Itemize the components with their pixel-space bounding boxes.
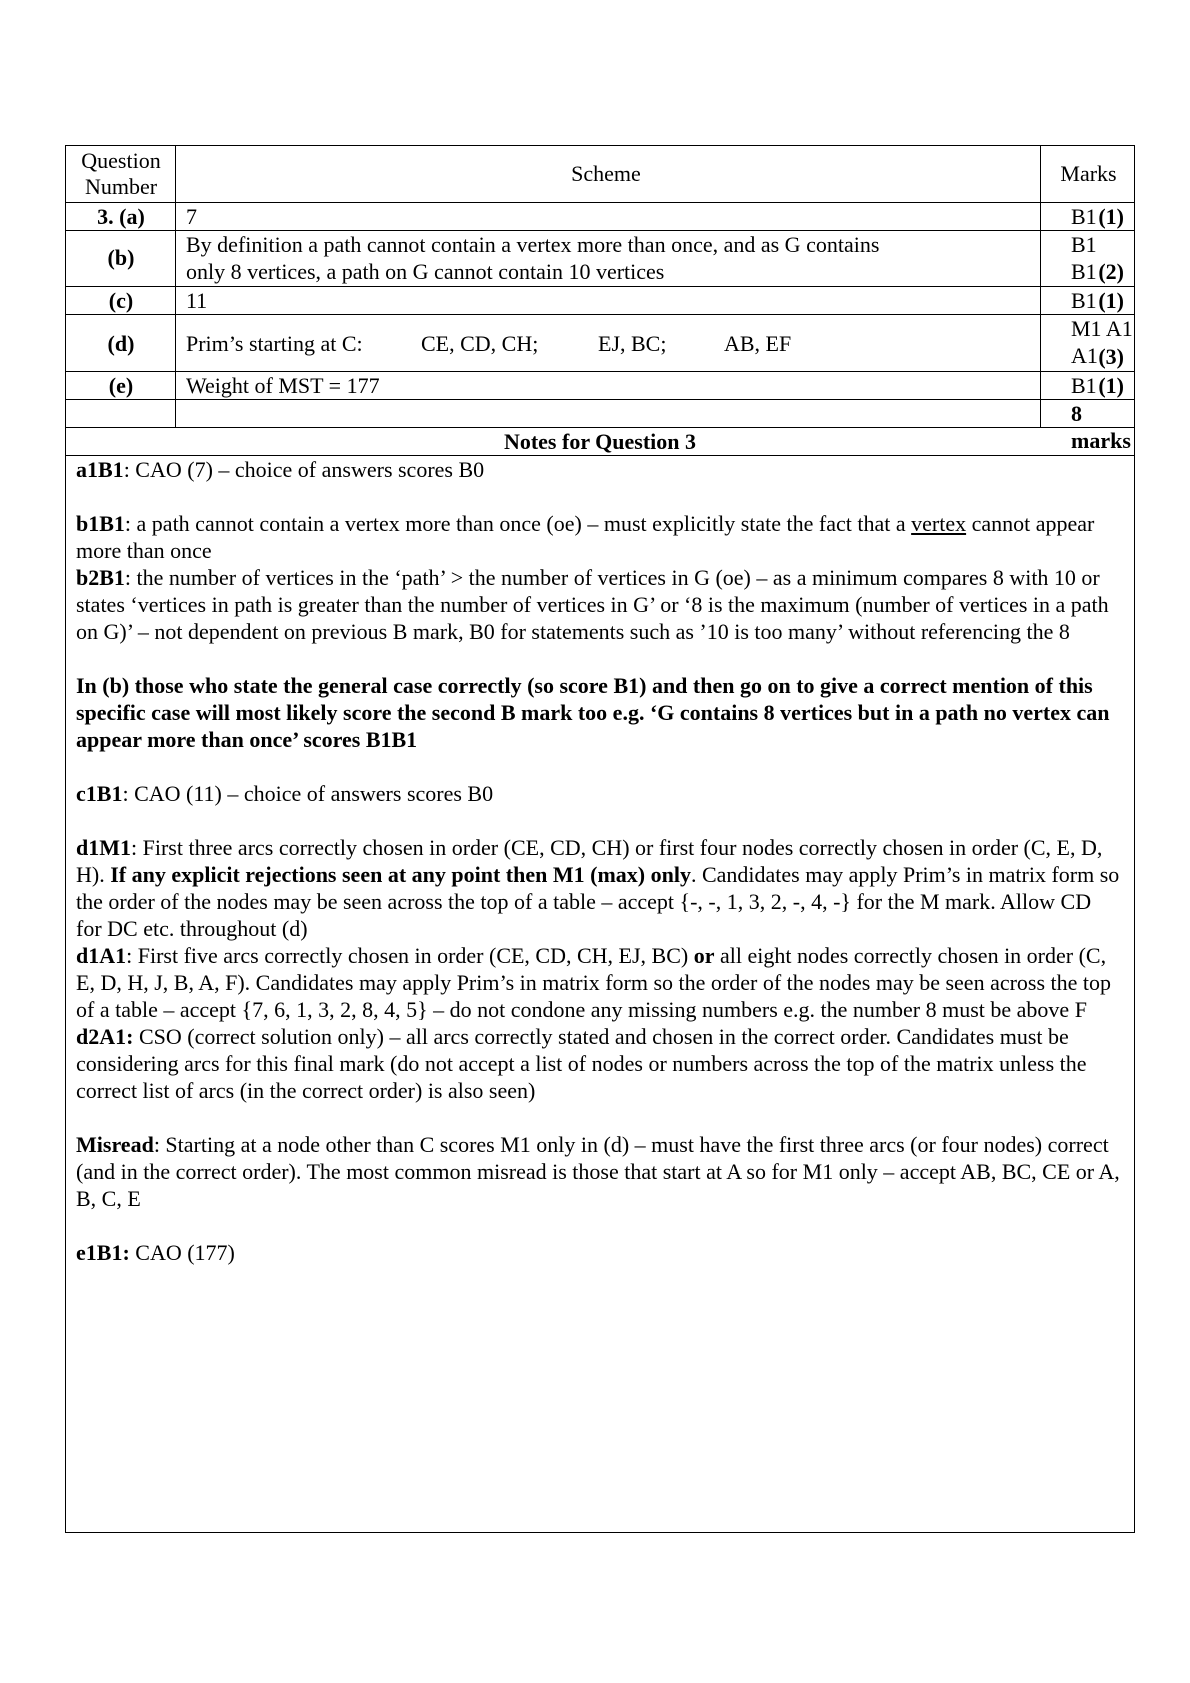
note-label: e1B1:	[76, 1240, 130, 1265]
row-3b	[66, 231, 1134, 287]
question-number: (d)	[107, 331, 135, 356]
scheme-answer: Weight of MST = 177	[186, 373, 380, 398]
note-misread	[76, 1131, 1122, 1212]
note-text: : a path cannot contain a vertex more than once (oe) – must explicitly state the fact that a	[124, 511, 912, 536]
note-label: b2B1	[76, 565, 125, 590]
question-number-header: Question Number	[81, 148, 161, 199]
notes-title: Notes for Question 3	[503, 429, 697, 454]
mark-total: (2)	[1098, 259, 1124, 284]
note-label: d2A1:	[76, 1024, 134, 1049]
note-label: d1M1	[76, 835, 131, 860]
note-c1	[76, 780, 1122, 807]
row-3a	[66, 203, 1134, 231]
mark-total: (1)	[1098, 288, 1124, 313]
scheme-prefix: Prim’s starting at C:	[186, 331, 363, 356]
note-label: d1A1	[76, 943, 127, 968]
scheme-answer: 7	[186, 204, 197, 229]
question-number: (e)	[108, 373, 134, 398]
marks-header: Marks	[1060, 161, 1117, 186]
note-text: : the number of vertices in the ‘path’ > the number of vertices in G (oe) – as a minimum compares 8 with 10 or states ‘vertices in path is greater than the number of vertices in G’ or ‘8 is the maximum (number of vertices in a path on G)’ – not dependent on previous B mark, B0 for statements such as ’10 is too many’ without referencing the 8	[76, 565, 1109, 644]
arc-group-3: AB, EF	[724, 331, 792, 356]
question-number: 3. (a)	[97, 204, 145, 229]
mark-code: B1	[1071, 204, 1097, 229]
mark-code: B1	[1071, 259, 1097, 284]
mark-code: M1 A1 A1	[1071, 316, 1133, 368]
note-text: : First three arcs correctly chosen in order (CE, CD, CH) or first four nodes correctly chosen in order (C, E, D, H).	[76, 835, 1103, 887]
note-d1m1	[76, 834, 1122, 942]
note-underlined: vertex	[911, 511, 967, 536]
note-text: : First five arcs correctly chosen in order (CE, CD, CH, EJ, BC)	[126, 943, 694, 968]
note-b1	[76, 510, 1122, 564]
mark-code: B1	[1071, 232, 1097, 257]
note-label: a1B1	[76, 457, 124, 482]
row-3c	[66, 287, 1134, 315]
total-marks: 8 marks	[1071, 401, 1131, 453]
note-text: : CAO (7) – choice of answers scores B0	[123, 457, 485, 482]
arc-group-2: EJ, BC;	[598, 331, 667, 356]
note-d2a1	[76, 1023, 1122, 1104]
note-text: CSO (correct solution only) – all arcs correctly stated and chosen in the correct order. Candidates must be considering arcs for this final mark (do not accept a list of nodes or numbers across the top of the matrix unless the correct list of arcs (in the correct order) is also seen)	[76, 1024, 1087, 1103]
note-text: : Starting at a node other than C scores M1 only in (d) – must have the first three arcs (or four nodes) correct (and in the correct order). The most common misread is those that start at A so for M1 only – accept AB, BC, CE or A, B, C, E	[76, 1132, 1120, 1211]
arc-group-1: CE, CD, CH;	[421, 331, 539, 356]
note-b-general: In (b) those who state the general case correctly (so score B1) and then go on to give a correct mention of this specific case will most likely score the second B mark too e.g. ‘G contains 8 vertices but in a path no vertex can appear more than once’ scores B1B1	[76, 673, 1110, 752]
scheme-header: Scheme	[571, 161, 641, 186]
note-e1	[76, 1239, 1122, 1266]
row-3d	[66, 315, 1134, 372]
notes-body	[76, 456, 1122, 1266]
note-b2	[76, 564, 1122, 645]
note-label: b1B1	[76, 511, 125, 536]
scheme-line-1: By definition a path cannot contain a vertex more than once, and as G contains	[186, 232, 880, 257]
scheme-answer: 11	[186, 288, 208, 313]
row-3e	[66, 372, 1134, 400]
column-divider	[1040, 146, 1041, 428]
note-d1a1	[76, 942, 1122, 1023]
question-number: (c)	[108, 288, 134, 313]
mark-scheme-table	[65, 145, 1135, 1533]
mark-total: (1)	[1098, 373, 1124, 398]
mark-total: (1)	[1098, 204, 1124, 229]
note-label: c1B1	[76, 781, 123, 806]
note-bold: or	[693, 943, 715, 968]
note-text: all eight nodes correctly chosen in order (C, E, D, H, J, B, A, F). Candidates may apply Prim’s in matrix form so the order of the nodes may be seen across the top of a table – accept {7, 6, 1, 3, 2, 8, 4, 5} – do not condone any missing numbers e.g. the number 8 must be above F	[76, 943, 1112, 1022]
note-text: . Candidates may apply Prim’s in matrix form so the order of the nodes may be seen across the top of a table – accept {-, -, 1, 3, 2, -, 4, -} for the M mark. Allow CD for DC etc. throughout (d)	[76, 862, 1120, 941]
note-a1	[76, 456, 1122, 483]
note-label: Misread	[76, 1132, 154, 1157]
note-text: cannot appear more than once	[76, 511, 1095, 563]
note-bold: If any explicit rejections seen at any point then M1 (max) only	[110, 862, 691, 887]
mark-code: B1	[1071, 288, 1097, 313]
mark-code: B1	[1071, 373, 1097, 398]
question-number: (b)	[107, 245, 135, 270]
header-row	[66, 146, 1134, 203]
mark-total: (3)	[1098, 344, 1124, 369]
notes-title-row	[66, 428, 1134, 456]
note-text: CAO (177)	[129, 1240, 235, 1265]
note-text: : CAO (11) – choice of answers scores B0	[122, 781, 494, 806]
column-divider	[175, 146, 176, 428]
scheme-line-2: only 8 vertices, a path on G cannot contain 10 vertices	[186, 259, 665, 284]
